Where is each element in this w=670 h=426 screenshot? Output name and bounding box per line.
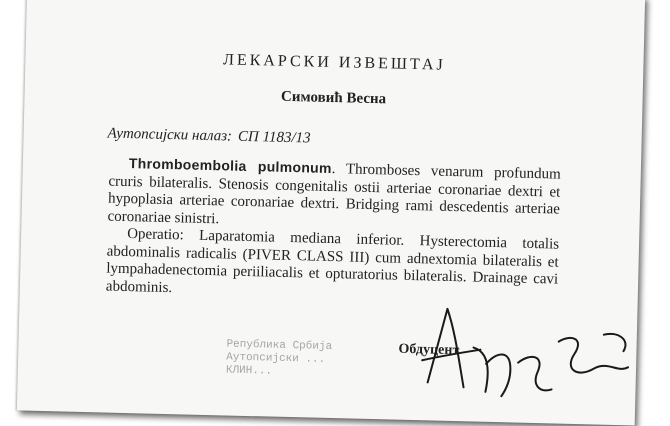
autopsy-number: СП 1183/13 bbox=[238, 129, 311, 147]
stamp-line-2: Аутопсијски ... bbox=[226, 351, 416, 369]
stamp-line-3: КЛИН... bbox=[226, 364, 416, 382]
patient-name: Симовић Весна bbox=[24, 82, 642, 114]
diagnosis-details: . Thromboses venarum profundum cruris bilateralis. Stenosis congenitalis ostii arteriae coronariae dextri et hypoplasia arteriae coronariae dextri. Bridging rami descedentis arteriae coronariae sinistri. bbox=[107, 161, 561, 227]
document-title: ЛЕКАРСКИ ИЗВЕШТАЈ bbox=[25, 46, 643, 79]
stamp-line-1: Република Србија bbox=[226, 338, 416, 356]
diagnosis-main: Thromboembolia pulmonum bbox=[129, 155, 332, 176]
handwritten-signature bbox=[17, 0, 645, 425]
signature-label: Обдуцент bbox=[398, 342, 459, 359]
autopsy-label: Аутопсијски налаз: bbox=[107, 126, 232, 145]
operation-paragraph: Operatio: Laparatomia mediana inferior. Hysterectomia totalis abdominalis radicalis (PIVER CLASS III) cum adnextomia bilateralis et lympahadenectomia periiliacalis et opturatorius bilateralis. Drainage cavi abdominis. bbox=[106, 226, 560, 307]
document-page bbox=[17, 0, 645, 425]
